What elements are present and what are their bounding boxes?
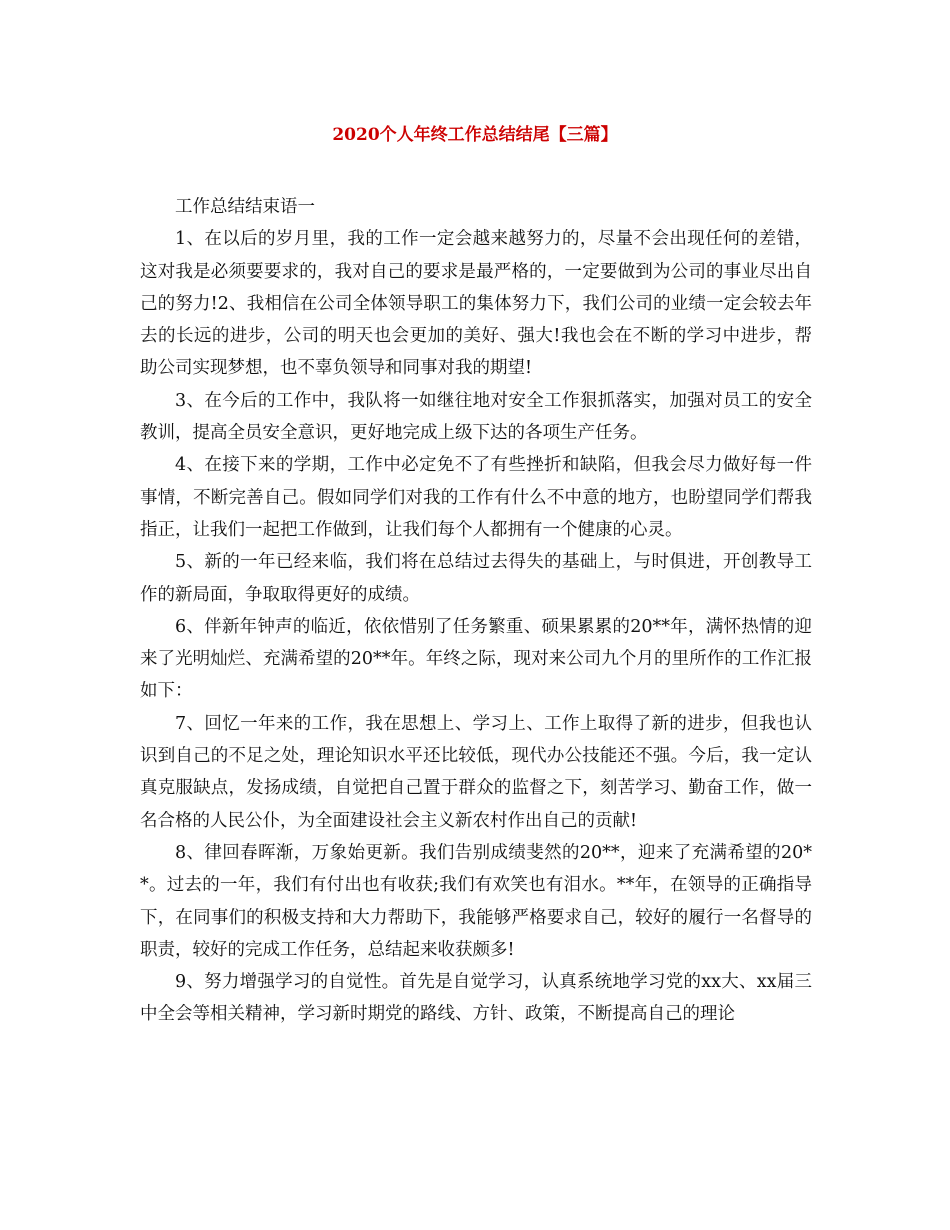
paragraph-5: 5、新的一年已经来临，我们将在总结过去得失的基础上，与时俱进，开创教导工作的新局面，争取取得更好的成绩。 bbox=[140, 552, 812, 605]
paragraph-3: 3、在今后的工作中，我队将一如继往地对安全工作狠抓落实，加强对员工的安全教训，提高全员安全意识，更好地完成上级下达的各项生产任务。 bbox=[140, 390, 812, 444]
section-heading: 工作总结结束语一 bbox=[175, 197, 315, 217]
paragraph-9: 9、努力增强学习的自觉性。首先是自觉学习，认真系统地学习党的xx大、xx届三中全会等相关精神，学习新时期党的路线、方针、政策，不断提高自己的理论 bbox=[140, 972, 812, 1025]
document-title: 2020个人年终工作总结结尾【三篇】 bbox=[332, 125, 618, 145]
document-body bbox=[140, 191, 812, 1031]
paragraph-7: 7、回忆一年来的工作，我在思想上、学习上、工作上取得了新的进步，但我也认识到自己的不足之处，理论知识水平还比较低，现代办公技能还不强。今后，我一定认真克服缺点，发扬成绩，自觉把自己置于群众的监督之下，刻苦学习、勤奋工作，做一名合格的人民公仆，为全面建设社会主义新农村作出自己的贡献! bbox=[140, 713, 812, 831]
paragraph-1: 1、在以后的岁月里，我的工作一定会越来越努力的，尽量不会出现任何的差错，这对我是必须要要求的，我对自己的要求是最严格的，一定要做到为公司的事业尽出自己的努力!2、我相信在公司全体领导职工的集体努力下，我们公司的业绩一定会较去年去的长远的进步，公司的明天也会更加的美好、强大!我也会在不断的学习中进步，帮助公司实现梦想，也不辜负领导和同事对我的期望! bbox=[140, 229, 812, 379]
paragraph-6: 6、伴新年钟声的临近，依依惜别了任务繁重、硕果累累的20**年，满怀热情的迎来了光明灿烂、充满希望的20**年。年终之际，现对来公司九个月的里所作的工作汇报如下： bbox=[140, 616, 812, 702]
paragraph-4: 4、在接下来的学期，工作中必定免不了有些挫折和缺陷，但我会尽力做好每一件事情，不断完善自己。假如同学们对我的工作有什么不中意的地方，也盼望同学们帮我指正，让我们一起把工作做到，让我们每个人都拥有一个健康的心灵。 bbox=[140, 455, 812, 540]
paragraph-8: 8、律回春晖渐，万象始更新。我们告别成绩斐然的20**，迎来了充满希望的20**。过去的一年，我们有付出也有收获;我们有欢笑也有泪水。**年，在领导的正确指导下，在同事们的积极支持和大力帮助下，我能够严格要求自己，较好的履行一名督导的职责，较好的完成工作任务，总结起来收获颇多! bbox=[140, 842, 812, 960]
